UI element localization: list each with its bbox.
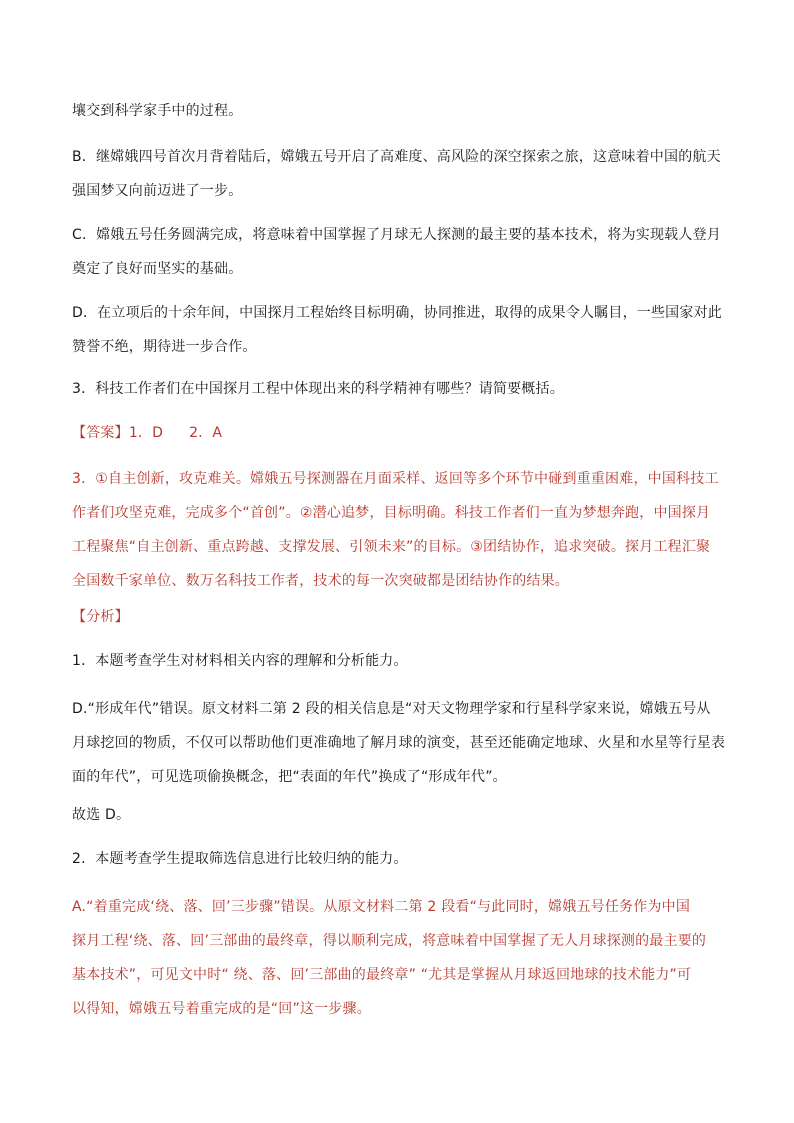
answer-3-line-2: 作者们攻坚克难，完成多个“首创”。②潜心追梦，目标明确。科技工作者们一直为梦想奔跑，中国探月 <box>72 505 711 521</box>
option-d-line-2: 赞誉不绝，期待进一步合作。 <box>72 339 257 355</box>
fragment-line <box>72 94 722 128</box>
answer-block <box>72 416 722 450</box>
analysis-d-line-1: D.“形成年代”错误。原文材料二第 2 段的相关信息是“对天文物理学家和行星科学家来说，嫦娥五号从 <box>72 701 711 717</box>
answer-3-line-4: 全国数千家单位、数万名科技工作者，技术的每一次突破都是团结协作的结果。 <box>72 573 569 589</box>
option-b-line-1: B．继嫦娥四号首次月背着陆后，嫦娥五号开启了高难度、高风险的深空探索之旅，这意味着中国的航天 <box>72 149 721 165</box>
option-d-line-1: D．在立项后的十余年间，中国探月工程始终目标明确，协同推进，取得的成果令人瞩目，一些国家对此 <box>72 305 722 321</box>
choose-d-text: 故选 D。 <box>72 807 131 823</box>
analysis-a-line-1: A.“着重完成‘绕、落、回’三步骤”错误。从原文材料二第 2 段看“与此同时，嫦娥五号任务作为中国 <box>72 899 691 915</box>
option-d <box>72 296 722 364</box>
analysis-2-text: 2．本题考查学生提取筛选信息进行比较归纳的能力。 <box>72 851 408 867</box>
answer-item-1: 1．D <box>128 425 164 441</box>
answer-tag: 【答案】 <box>72 425 129 441</box>
analysis-heading <box>72 600 722 634</box>
answer-line <box>72 416 722 450</box>
analysis-d <box>72 692 726 794</box>
analysis-a-line-3: 基本技术”，可见文中时“ 绕、落、回’三部曲的最终章” “尤其是掌握从月球返回地球的技术能力”可 <box>72 967 692 983</box>
answer-3-line-1: 3．①自主创新，攻克难关。嫦娥五号探测器在月面采样、返回等多个环节中碰到重重困难，中国科技工 <box>72 471 719 487</box>
answer-item-2: 2．A <box>189 425 223 441</box>
analysis-d-line-2: 月球挖回的物质，不仅可以帮助他们更准确地了解月球的演变，甚至还能确定地球、火星和水星等行星表 <box>72 735 726 751</box>
answer-3-line-3: 工程聚焦“自主创新、重点跨越、支撑发展、引领未来”的目标。③团结协作，追求突破。探月工程汇聚 <box>72 539 711 555</box>
analysis-d-line-3: 面的年代”，可见选项偷换概念，把“表面的年代”换成了“形成年代”。 <box>72 769 507 785</box>
answer-3 <box>72 462 722 598</box>
analysis-1 <box>72 644 722 678</box>
analysis-a-line-4: 以得知，嫦娥五号着重完成的是“回”这一步骤。 <box>72 1001 371 1017</box>
analysis-2 <box>72 842 722 876</box>
analysis-a-line-2: 探月工程‘绕、落、回’三部曲的最终章，得以顺利完成，将意味着中国掌握了无人月球探测的最主要的 <box>72 933 707 949</box>
analysis-1-text: 1．本题考查学生对材料相关内容的理解和分析能力。 <box>72 653 408 669</box>
question-3-text: 3．科技工作者们在中国探月工程中体现出来的科学精神有哪些？请简要概括。 <box>72 381 564 397</box>
analysis-tag: 【分析】 <box>72 609 129 625</box>
fragment-text: 壤交到科学家手中的过程。 <box>72 103 243 119</box>
analysis-a <box>72 890 722 1026</box>
question-3 <box>72 372 722 406</box>
option-b-line-2: 强国梦又向前迈进了一步。 <box>72 183 243 199</box>
option-c-line-2: 奠定了良好而坚实的基础。 <box>72 261 243 277</box>
option-b <box>72 140 722 208</box>
option-c <box>72 218 722 286</box>
option-c-line-1: C．嫦娥五号任务圆满完成，将意味着中国掌握了月球无人探测的最主要的基本技术，将为实现载人登月 <box>72 227 721 243</box>
choose-d <box>72 798 722 832</box>
